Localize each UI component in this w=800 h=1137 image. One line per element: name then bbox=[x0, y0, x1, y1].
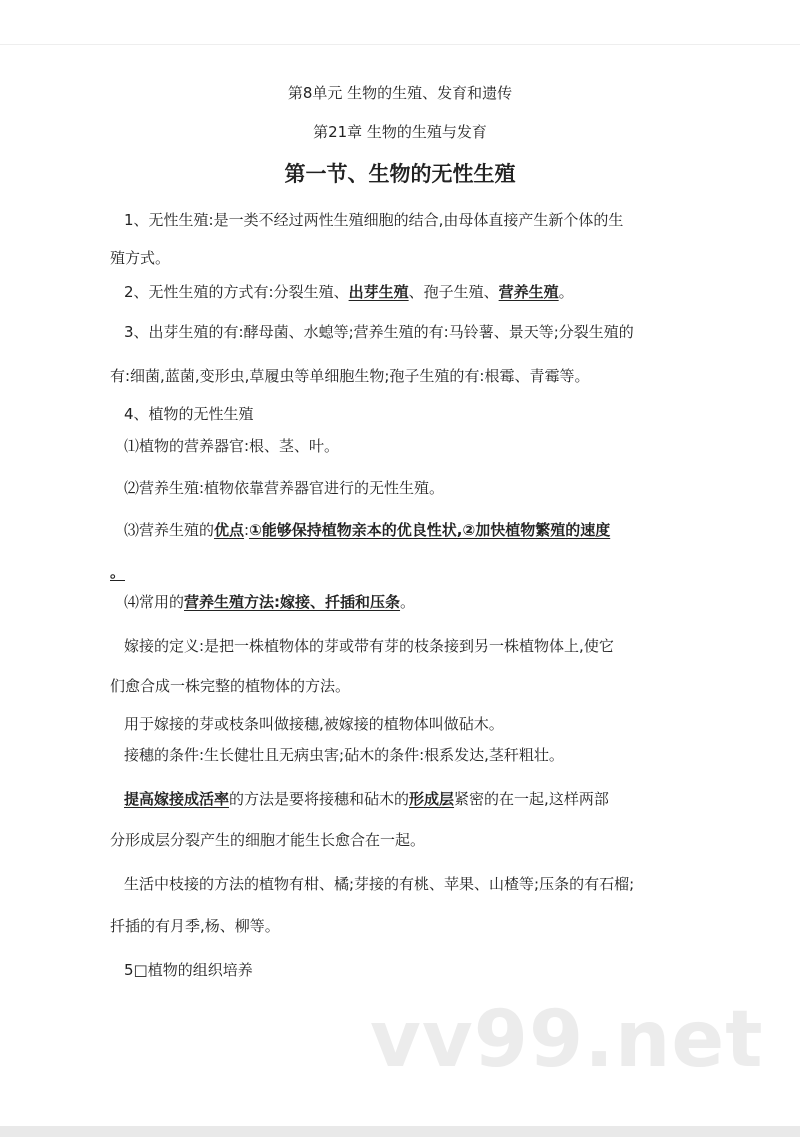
text-segment: 的方法是要将接穗和砧木的 bbox=[229, 790, 410, 808]
paragraph-line bbox=[124, 210, 623, 230]
paragraph-line bbox=[124, 592, 415, 612]
text-segment: 生活中枝接的方法的植物有柑、橘;芽接的有桃、苹果、山楂等;压条的有石榴; bbox=[124, 875, 635, 893]
text-segment: : bbox=[244, 521, 250, 539]
text-segment: ⑴植物的营养器官:根、茎、叶。 bbox=[124, 437, 340, 455]
underlined-key-text: ①能够保持植物亲本的优良性状,②加快植物繁殖的速度 bbox=[249, 521, 611, 539]
text-segment: 。 bbox=[558, 283, 574, 301]
text-segment: 分形成层分裂产生的细胞才能生长愈合在一起。 bbox=[110, 831, 426, 849]
page-top-border bbox=[0, 44, 800, 45]
text-segment: 3、出芽生殖的有:酵母菌、水螅等;营养生殖的有:马铃薯、景天等;分裂生殖的 bbox=[124, 323, 634, 341]
text-segment: 殖方式。 bbox=[110, 249, 171, 267]
paragraph-line bbox=[124, 282, 574, 302]
text-segment: ⑵营养生殖:植物依靠营养器官进行的无性生殖。 bbox=[124, 479, 445, 497]
paragraph-line bbox=[124, 404, 254, 424]
text-segment: 。 bbox=[400, 593, 416, 611]
underlined-key-text: 营养生殖方法:嫁接、扦插和压条 bbox=[184, 593, 401, 611]
text-segment: 们愈合成一株完整的植物体的方法。 bbox=[110, 677, 351, 695]
watermark: vv99.net bbox=[370, 995, 764, 1085]
text-segment: 2、无性生殖的方式有:分裂生殖、 bbox=[124, 283, 349, 301]
underlined-key-text: 出芽生殖 bbox=[348, 283, 409, 301]
paragraph-line bbox=[124, 960, 253, 980]
paragraph-line bbox=[110, 366, 589, 386]
paragraph-line bbox=[110, 830, 425, 850]
text-segment: ⑶营养生殖的 bbox=[124, 521, 215, 539]
paragraph-line bbox=[124, 636, 614, 656]
text-segment: 扦插的有月季,杨、柳等。 bbox=[110, 917, 280, 935]
paragraph-line bbox=[110, 676, 350, 696]
text-segment: 1、无性生殖:是一类不经过两性生殖细胞的结合,由母体直接产生新个体的生 bbox=[124, 211, 624, 229]
page-bottom-edge bbox=[0, 1126, 800, 1137]
underlined-key-text: 。 bbox=[110, 563, 126, 581]
paragraph-line bbox=[124, 714, 504, 734]
text-segment: 4、植物的无性生殖 bbox=[124, 405, 254, 423]
paragraph-line bbox=[110, 562, 125, 582]
paragraph-line bbox=[110, 248, 170, 268]
text-segment: 、孢子生殖、 bbox=[408, 283, 499, 301]
paragraph-line bbox=[124, 745, 564, 765]
paragraph-line bbox=[110, 916, 280, 936]
underlined-key-text: 形成层 bbox=[409, 790, 455, 808]
paragraph-line bbox=[124, 478, 444, 498]
paragraph-line bbox=[124, 436, 339, 456]
text-segment: 5□植物的组织培养 bbox=[124, 961, 253, 979]
text-segment: 用于嫁接的芽或枝条叫做接穗,被嫁接的植物体叫做砧木。 bbox=[124, 715, 504, 733]
text-segment: 接穗的条件:生长健壮且无病虫害;砧木的条件:根系发达,茎秆粗壮。 bbox=[124, 746, 564, 764]
text-segment: ⑷常用的 bbox=[124, 593, 185, 611]
paragraph-line bbox=[124, 874, 634, 894]
paragraph-line bbox=[124, 789, 609, 809]
text-segment: 有:细菌,蓝菌,变形虫,草履虫等单细胞生物;孢子生殖的有:根霉、青霉等。 bbox=[110, 367, 590, 385]
text-segment: 紧密的在一起,这样两部 bbox=[454, 790, 609, 808]
underlined-key-text: 营养生殖 bbox=[498, 283, 559, 301]
chapter-title: 第21章 生物的生殖与发育 bbox=[313, 123, 487, 141]
paragraph-line bbox=[124, 520, 610, 540]
section-title: 第一节、生物的无性生殖 bbox=[284, 162, 516, 186]
unit-title: 第8单元 生物的生殖、发育和遗传 bbox=[287, 84, 513, 102]
paragraph-line bbox=[124, 322, 634, 342]
underlined-key-text: 优点 bbox=[214, 521, 245, 539]
text-segment: 嫁接的定义:是把一株植物体的芽或带有芽的枝条接到另一株植物体上,使它 bbox=[124, 637, 614, 655]
underlined-key-text: 提高嫁接成活率 bbox=[124, 790, 230, 808]
